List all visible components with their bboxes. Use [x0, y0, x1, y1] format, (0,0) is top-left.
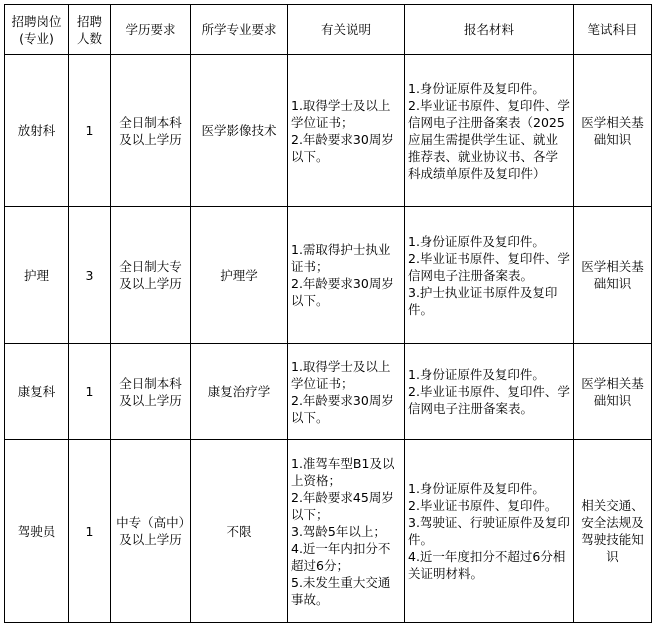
- materials-cell: [405, 207, 574, 344]
- note-item: 2.年龄要求30周岁以下。: [291, 392, 394, 425]
- note-item: 2.年龄要求30周岁以下。: [291, 276, 394, 308]
- header-row: [5, 5, 652, 55]
- exam-cell: 相关交通、安全法规及驾驶技能知识: [574, 440, 652, 623]
- material-item: 4.近一年度扣分不超过6分相关证明材料。: [408, 549, 566, 581]
- note-item: 1.准驾车型B1及以上资格；: [291, 455, 395, 488]
- material-item: 3.驾驶证、行驶证原件及复印件。: [408, 515, 570, 547]
- header-exam: 笔试科目: [574, 5, 652, 55]
- table-row: [5, 440, 652, 623]
- note-item: 1.取得学士及以上学位证书；: [291, 358, 391, 391]
- recruitment-table: [4, 4, 652, 623]
- materials-cell: [405, 440, 574, 623]
- notes-cell: [288, 207, 405, 344]
- header-count: 招聘人数: [69, 5, 111, 55]
- notes-cell: [288, 344, 405, 440]
- position-cell: 驾驶员: [5, 440, 69, 623]
- material-item: 1.身份证原件及复印件。: [408, 233, 545, 249]
- material-item: 3.护士执业证书原件及复印件。: [408, 284, 558, 317]
- education-cell: 全日制本科及以上学历: [111, 344, 191, 440]
- table-row: [5, 207, 652, 344]
- header-notes: 有关说明: [288, 5, 405, 55]
- education-cell: 全日制大专及以上学历: [111, 207, 191, 344]
- education-cell: 全日制本科及以上学历: [111, 55, 191, 207]
- material-item: 1.身份证原件及复印件。: [408, 367, 545, 382]
- note-item: 2.年龄要求30周岁以下。: [291, 131, 394, 164]
- major-cell: 不限: [191, 440, 288, 623]
- note-item: 5.未发生重大交通事故。: [291, 574, 391, 607]
- material-item: 2.毕业证书原件、复印件、学信网电子注册备案表（2025应届生需提供学生证、就业推荐表、就业协议书、各学科成绩单原件及复印件）: [408, 97, 570, 181]
- material-item: 1.身份证原件及复印件。: [408, 481, 545, 496]
- header-education: 学历要求: [111, 5, 191, 55]
- note-item: 1.需取得护士执业证书；: [291, 242, 391, 274]
- note-item: 4.近一年内扣分不超过6分；: [291, 540, 391, 573]
- notes-cell: [288, 55, 405, 207]
- materials-cell: [405, 55, 574, 207]
- materials-cell: [405, 344, 574, 440]
- material-item: 1.身份证原件及复印件。: [408, 80, 545, 96]
- header-major: 所学专业要求: [191, 5, 288, 55]
- note-item: 3.驾龄5年以上；: [291, 523, 386, 539]
- count-cell: 3: [69, 207, 111, 344]
- note-item: 1.取得学士及以上学位证书；: [291, 97, 391, 130]
- material-item: 2.毕业证书原件、复印件、学信网电子注册备案表。: [408, 384, 570, 416]
- table-row: [5, 344, 652, 440]
- exam-cell: 医学相关基础知识: [574, 344, 652, 440]
- note-item: 2.年龄要求45周岁以下；: [291, 489, 394, 522]
- exam-cell: 医学相关基础知识: [574, 55, 652, 207]
- notes-cell: [288, 440, 405, 623]
- major-cell: 医学影像技术: [191, 55, 288, 207]
- header-materials: 报名材料: [405, 5, 574, 55]
- material-item: 2.毕业证书原件、复印件。: [408, 498, 558, 513]
- position-cell: 放射科: [5, 55, 69, 207]
- major-cell: 康复治疗学: [191, 344, 288, 440]
- position-cell: 护理: [5, 207, 69, 344]
- count-cell: 1: [69, 55, 111, 207]
- material-item: 2.毕业证书原件、复印件、学信网电子注册备案表。: [408, 250, 570, 283]
- table-row: [5, 55, 652, 207]
- major-cell: 护理学: [191, 207, 288, 344]
- position-cell: 康复科: [5, 344, 69, 440]
- education-cell: 中专（高中）及以上学历: [111, 440, 191, 623]
- count-cell: 1: [69, 344, 111, 440]
- header-position: 招聘岗位(专业): [5, 5, 69, 55]
- count-cell: 1: [69, 440, 111, 623]
- exam-cell: 医学相关基础知识: [574, 207, 652, 344]
